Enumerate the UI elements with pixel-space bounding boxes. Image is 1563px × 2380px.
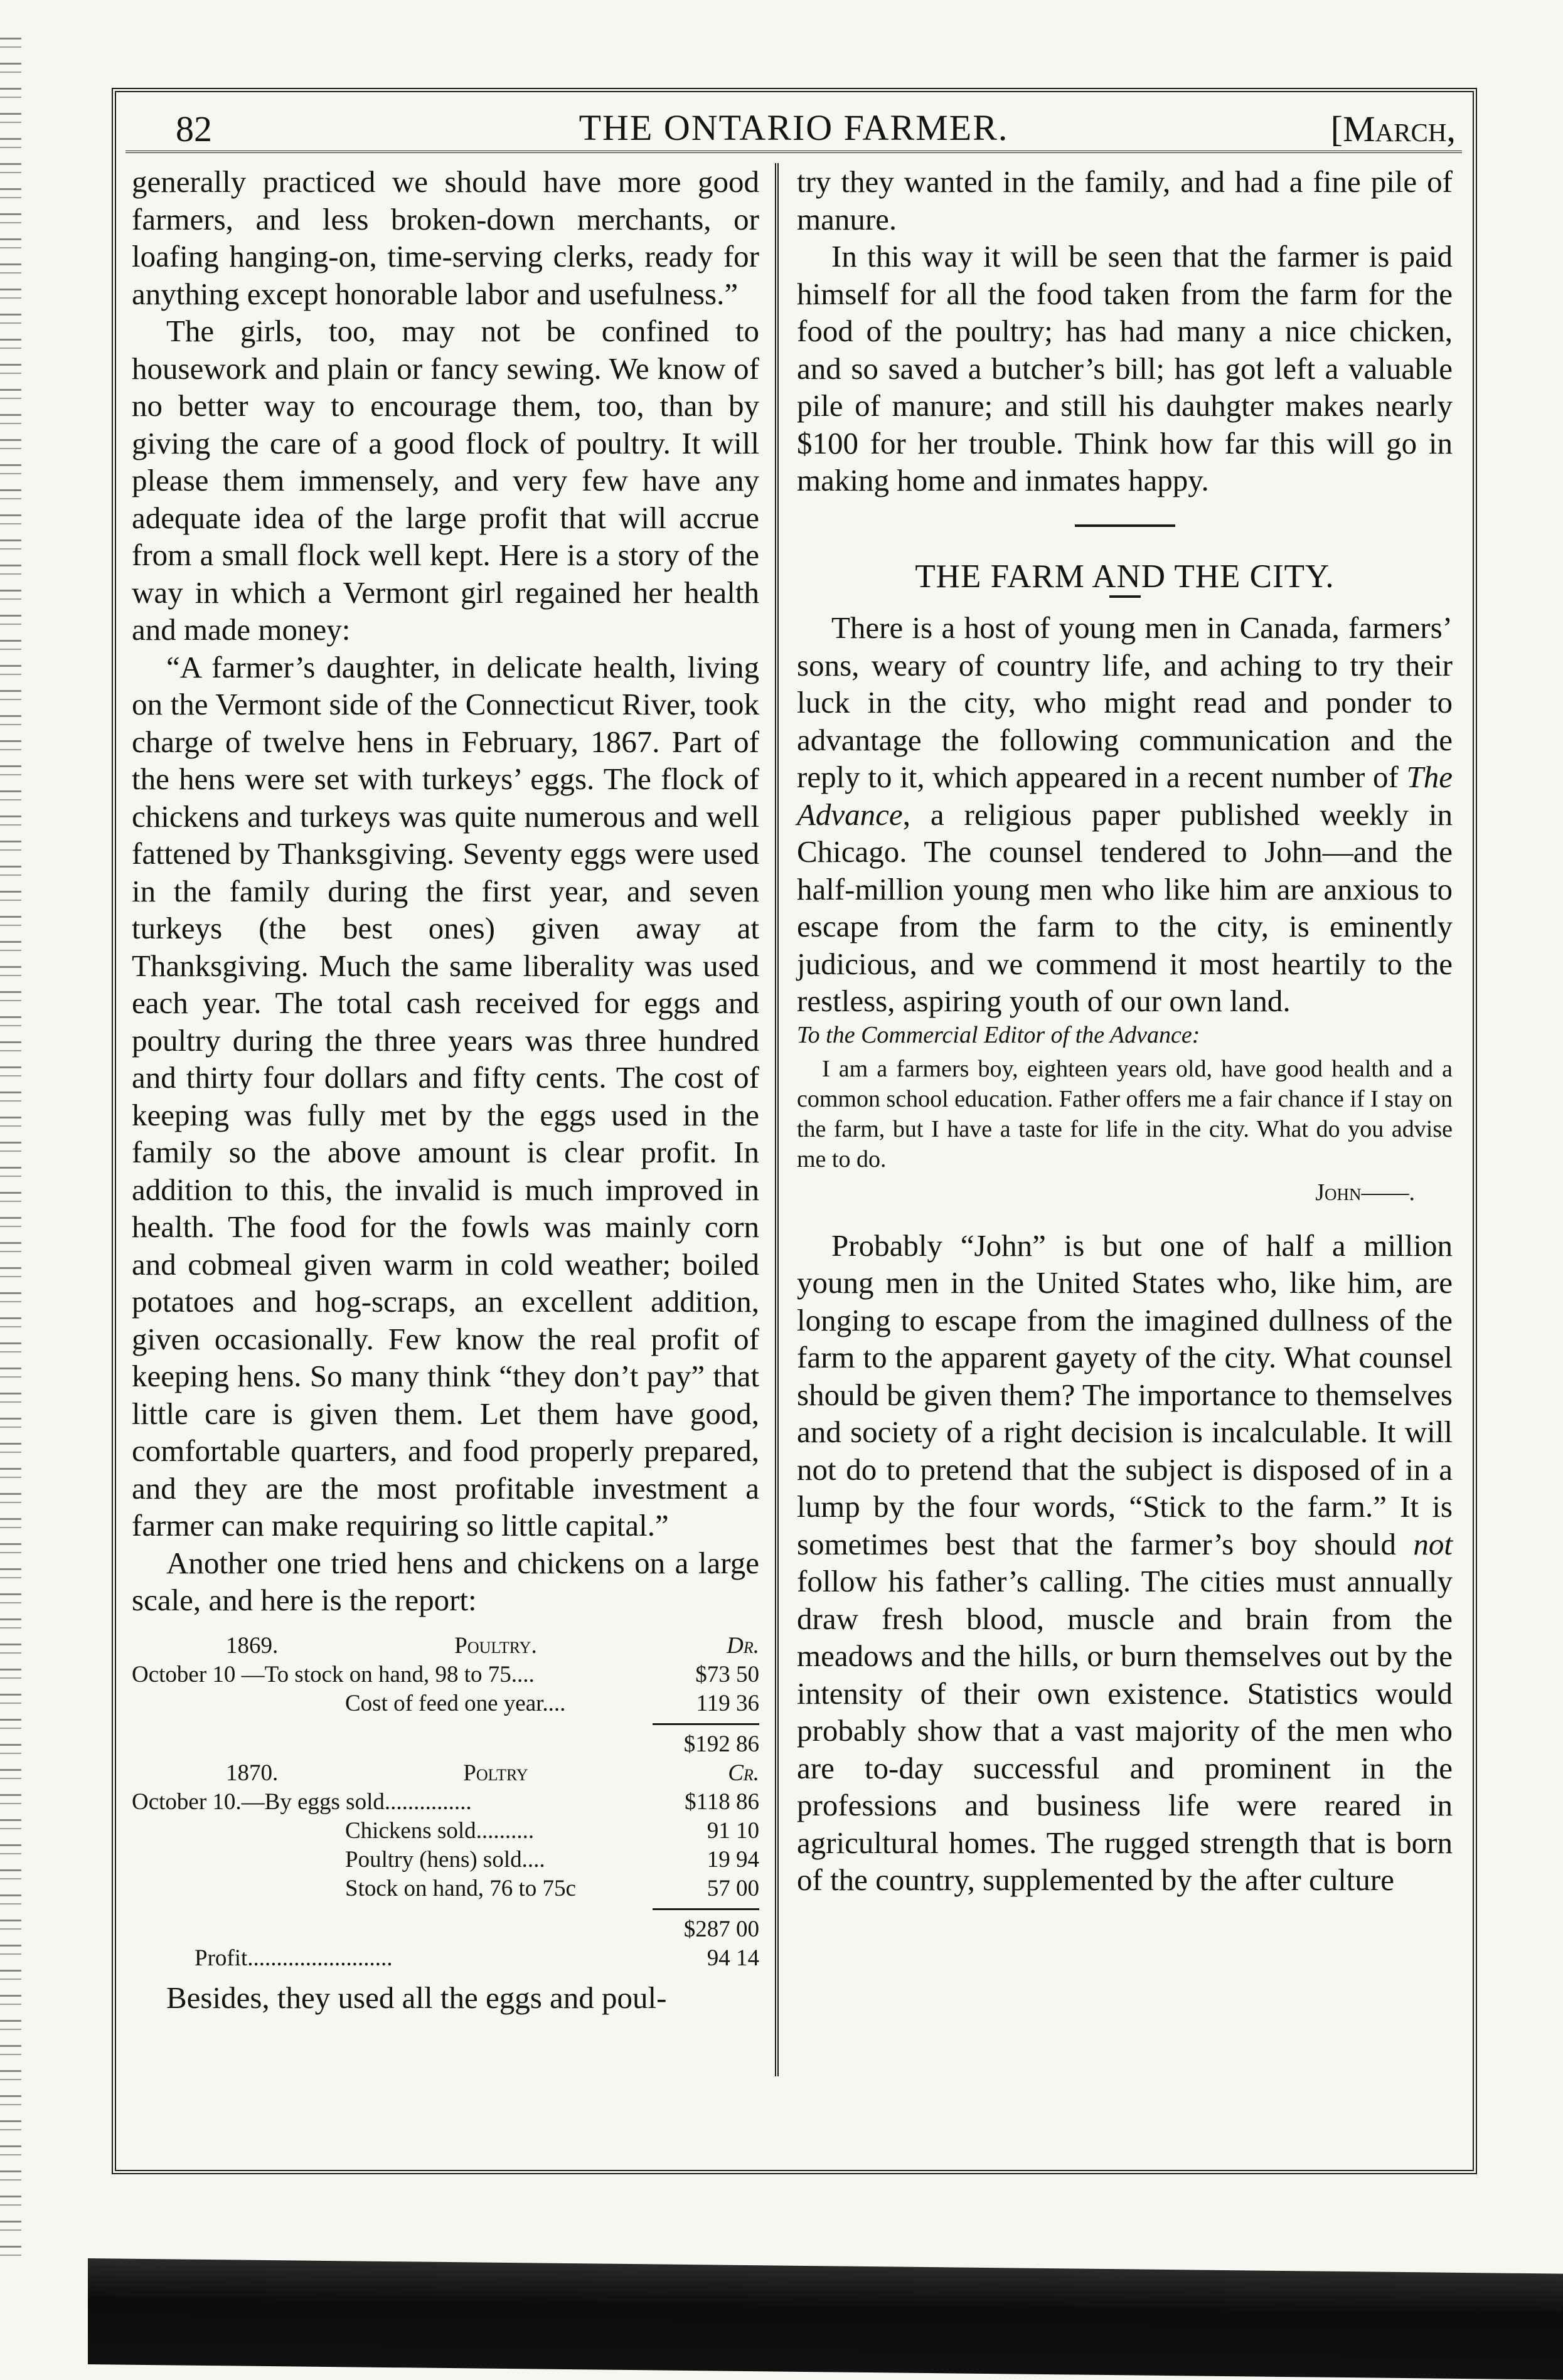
running-header [125,100,1462,153]
ledger-year: 1870. [226,1760,279,1786]
ledger-total: $192 86 [683,1731,759,1757]
ledger-heading: Poltry [463,1760,528,1786]
ledger-header-dr [132,1632,759,1660]
text-run: , a religious paper published weekly in Chicago. The counsel tendered to John—and the half-million young men who like him are anxious to escape from the farm to the city, is eminently judicious, and we commend it most heartily to the restless, aspiring youth of our own land. [797,797,1453,1018]
quoted-story: “A farmer’s daughter, in delicate health, living on the Vermont side of the Connecticut River, took charge of twelve hens in February, 1867. Part of the hens were set with turkeys’ eggs. The flock of chickens and turkeys was quite numerous and well fattened by Thanksgiving. Seventy eggs were used in the family during the first year, and seven turkeys (the best ones) given away at Thanksgiving. Much the same liberality was used each year. The total cash received for eggs and poultry during the three years was three hundred and thirty four dollars and fifty cents. The cost of keeping was fully met by the eggs used in the family so the above amount is clear profit. In addition to this, the invalid is much improved in health. The food for the fowls was mainly corn and cobmeal given warm in cold weather; boiled potatoes and hog-scraps, an excellent addition, given occasionally. Few know the real profit of keeping hens. So many think “they don’t pay” that little care is given them. Let them have good, comfortable quarters, and food properly prepared, and they are the most profitable investment a farmer can make requiring so little capital.” [132,649,759,1543]
scan-edge-marks [0,38,21,2265]
paragraph [797,609,1453,1020]
paragraph: Another one tried hens and chickens on a large scale, and here is the report: [132,1545,759,1617]
letter-signature: John——. [1315,1179,1415,1206]
ledger-amount: 19 94 [707,1846,759,1873]
column-divider [775,163,779,2076]
page-number: 82 [176,109,212,149]
right-column [797,163,1453,2070]
scan-bottom-shadow [88,2258,1563,2380]
ledger-row [132,1689,759,1718]
ledger-row [132,1874,759,1903]
publication-name: The Advance [797,760,1453,832]
letter-salutation: To the Commercial Editor of the Advance: [797,1021,1200,1048]
ledger-desc: Poultry (hens) sold.... [345,1846,545,1873]
ledger-amount: $118 86 [685,1788,759,1815]
ledger-total-row [132,1730,759,1759]
poultry-account-table [132,1632,759,1973]
letter-body: I am a farmers boy, eighteen years old, have good health and a common school education. Father offers me a fair chance if I stay on the farm, but I have a taste for life in the city. What do you advise me to do. [797,1055,1453,1172]
section-rule [1075,524,1175,527]
ledger-side-label: Dr. [727,1632,759,1659]
ledger-total: $287 00 [683,1916,759,1942]
ledger-total-row [132,1915,759,1944]
ledger-year: 1869. [226,1632,279,1659]
paragraph: try they wanted in the family, and had a fine pile of manure. [797,164,1453,236]
left-column [132,163,759,2070]
ledger-header-cr [132,1759,759,1788]
text-run: Probably “John” is but one of half a million young men in the United States who, like him, are longing to escape from the imagined dullness of the farm to the apparent gayety of the city. What counsel should be given them? The importance to themselves and society of a right decision is incalculable. It will not do to pretend that the subject is disposed of in a lump by the four words, “Stick to the farm.” It is sometimes best that the farmer’s boy should [797,1228,1453,1561]
paragraph [797,1227,1453,1899]
ledger-profit-label: Profit......................... [195,1945,393,1971]
ledger-rule [653,1908,759,1910]
ledger-desc: October 10 —To stock on hand, 98 to 75.... [132,1661,535,1687]
ledger-desc: Stock on hand, 76 to 75c [345,1875,576,1901]
ledger-side-label: Cr. [728,1760,759,1786]
ledger-amount: 91 10 [707,1817,759,1844]
ledger-rule [653,1723,759,1725]
ledger-desc: October 10.—By eggs sold............... [132,1788,472,1815]
issue-month: [March, [1330,109,1456,149]
paragraph: generally practiced we should have more good farmers, and less broken-down merchants, or loafing hanging-on, time-serving clerks, ready for anything except honorable labor and usefulness.” [132,164,759,311]
ledger-amount: $73 50 [695,1661,759,1687]
ledger-row [132,1846,759,1874]
text-run: There is a host of young men in Canada, farmers’ sons, weary of country life, and aching to try their luck in the city, who might read and ponder to advantage the following communication and the reply to it, which appeared in a recent number of [797,610,1453,794]
ledger-profit-row [132,1944,759,1973]
section-heading: THE FARM AND THE CITY. [915,558,1335,595]
ledger-desc: Cost of feed one year.... [345,1690,566,1716]
journal-title: THE ONTARIO FARMER. [579,107,1009,148]
heading-dash [1109,595,1141,598]
paragraph: The girls, too, may not be confined to housework and plain or fancy sewing. We know of no better way to encourage them, too, than by giving the care of a good flock of poultry. It will please them immensely, and very few have any adequate idea of the large profit that will accrue from a small flock well kept. Here is a story of the way in which a Vermont girl regained her health and made money: [132,314,759,647]
ledger-row [132,1788,759,1817]
ledger-amount: 119 36 [696,1690,759,1716]
ledger-desc: Chickens sold.......... [345,1817,535,1844]
text-run: follow his father’s calling. The cities must annually draw fresh blood, muscle and brain from the meadows and the hills, or burn themselves out by the intensity of their own existence. Statistics would probably show that a vast majority of the men who are to-day successful and prominent in the professions and business life were reared in agricultural homes. The rugged strength that is born of the country, supplemented by the after culture [797,1564,1453,1897]
ledger-row [132,1660,759,1689]
ledger-row [132,1817,759,1846]
ledger-amount: 57 00 [707,1875,759,1901]
paragraph: Besides, they used all the eggs and poul- [166,1980,667,2015]
paragraph: In this way it will be seen that the farmer is paid himself for all the food taken from the farm for the food of the poultry; has had many a nice chicken, and so saved a butcher’s bill; has got left a valuable pile of manure; and still his dauhgter makes nearly $100 for her trouble. Think how far this will go in making home and inmates happy. [797,239,1453,497]
emphasis: not [1413,1526,1453,1561]
ledger-heading: Poultry. [454,1632,537,1659]
ledger-profit-amount: 94 14 [707,1945,759,1971]
